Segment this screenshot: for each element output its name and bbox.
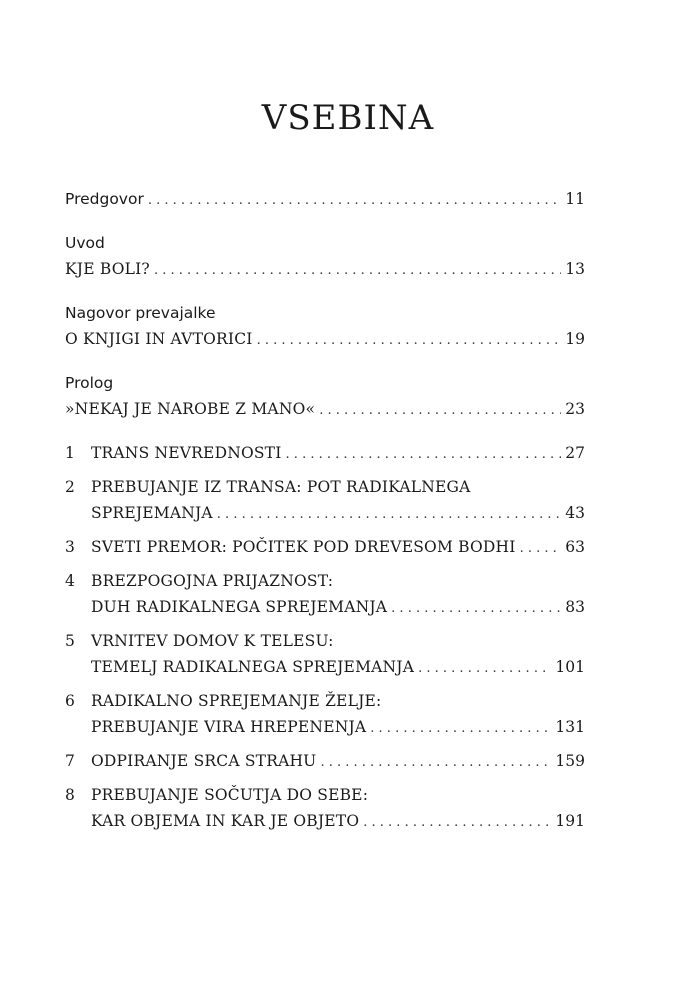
toc-heading-nagovor <box>65 304 585 330</box>
toc-page-number: 191 <box>555 812 585 830</box>
toc-entry-uvod <box>65 260 585 286</box>
chapter-number: 3 <box>65 538 75 556</box>
toc-chapter-5 <box>65 632 585 658</box>
dot-leader <box>257 333 562 348</box>
chapter-title-continued: DUH RADIKALNEGA SPREJEMANJA <box>91 598 388 616</box>
chapter-title: SVETI PREMOR: POČITEK POD DREVESOM BODHI <box>91 538 516 556</box>
toc-heading-prolog <box>65 374 585 400</box>
dot-leader <box>154 263 561 278</box>
toc-chapter-8 <box>65 786 585 812</box>
chapter-number: 8 <box>65 786 75 804</box>
toc-entry-label: »NEKAJ JE NAROBE Z MANO« <box>65 400 316 418</box>
chapter-title: ODPIRANJE SRCA STRAHU <box>91 752 317 770</box>
chapter-title-continued: TEMELJ RADIKALNEGA SPREJEMANJA <box>91 658 415 676</box>
chapter-number: 5 <box>65 632 75 650</box>
toc-entry-label: O KNJIGI IN AVTORICI <box>65 330 253 348</box>
chapter-number: 1 <box>65 444 75 462</box>
page-title: VSEBINA <box>261 98 435 138</box>
toc-page-number: 27 <box>565 444 585 462</box>
toc-entry-predgovor <box>65 190 585 216</box>
dot-leader <box>370 721 551 736</box>
chapter-title-continued: PREBUJANJE VIRA HREPENENJA <box>91 718 367 736</box>
toc-entry-label: Predgovor <box>65 190 144 208</box>
dot-leader <box>320 755 551 770</box>
toc-page-number: 23 <box>565 400 585 418</box>
toc-chapter-6-cont <box>65 718 585 744</box>
chapter-title: TRANS NEVREDNOSTI <box>91 444 282 462</box>
dot-leader <box>319 403 561 418</box>
toc-chapter-6 <box>65 692 585 718</box>
toc-page-number: 11 <box>565 190 585 208</box>
toc-chapter-2-cont <box>65 504 585 530</box>
toc-page-number: 159 <box>555 752 585 770</box>
toc-section-heading: Nagovor prevajalke <box>65 304 216 322</box>
toc-entry-label: KJE BOLI? <box>65 260 150 278</box>
toc-chapter-7 <box>65 752 585 778</box>
toc-page-number: 83 <box>565 598 585 616</box>
toc-page-number: 13 <box>565 260 585 278</box>
dot-leader <box>363 815 551 830</box>
chapter-title: VRNITEV DOMOV K TELESU: <box>91 632 334 650</box>
chapter-title-continued: KAR OBJEMA IN KAR JE OBJETO <box>91 812 360 830</box>
toc-entry-nagovor <box>65 330 585 356</box>
toc-entry-prolog <box>65 400 585 426</box>
chapter-number: 7 <box>65 752 75 770</box>
dot-leader <box>217 507 561 522</box>
toc-chapter-8-cont <box>65 812 585 838</box>
chapter-title: PREBUJANJE SOČUTJA DO SEBE: <box>91 786 369 804</box>
toc-page-number: 131 <box>555 718 585 736</box>
toc-heading-uvod <box>65 234 585 260</box>
toc-section-heading: Uvod <box>65 234 105 252</box>
chapter-number: 2 <box>65 478 75 496</box>
dot-leader <box>418 661 551 676</box>
toc-chapter-3 <box>65 538 585 564</box>
chapter-number: 4 <box>65 572 75 590</box>
dot-leader <box>520 541 562 556</box>
chapter-title: PREBUJANJE IZ TRANSA: POT RADIKALNEGA <box>91 478 471 496</box>
toc-page-number: 63 <box>565 538 585 556</box>
toc-page-number: 19 <box>565 330 585 348</box>
chapter-title-continued: SPREJEMANJA <box>91 504 213 522</box>
toc-page-number: 43 <box>565 504 585 522</box>
chapter-title: RADIKALNO SPREJEMANJE ŽELJE: <box>91 692 382 710</box>
chapter-title: BREZPOGOJNA PRIJAZNOST: <box>91 572 334 590</box>
toc-chapter-1 <box>65 444 585 470</box>
toc-chapter-4-cont <box>65 598 585 624</box>
toc-chapter-2 <box>65 478 585 504</box>
toc-page-number: 101 <box>555 658 585 676</box>
toc-section-heading: Prolog <box>65 374 114 392</box>
dot-leader <box>286 447 562 462</box>
table-of-contents <box>65 190 585 838</box>
chapter-number: 6 <box>65 692 75 710</box>
dot-leader <box>148 193 561 208</box>
dot-leader <box>391 601 561 616</box>
toc-chapter-5-cont <box>65 658 585 684</box>
toc-chapter-4 <box>65 572 585 598</box>
